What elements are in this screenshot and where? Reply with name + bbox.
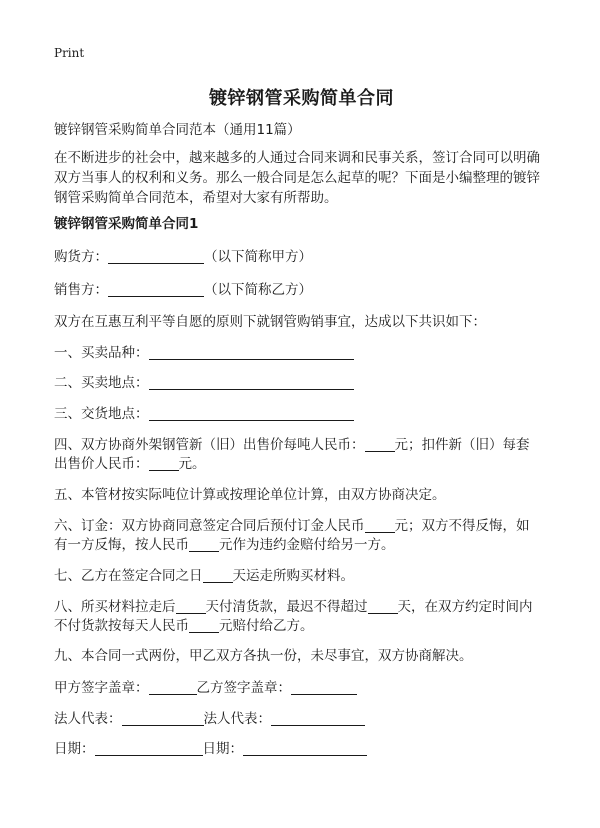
party-a-signature-blank — [149, 680, 197, 695]
party-a-legal-rep-label: 法人代表： — [54, 711, 122, 727]
delivery-place-line — [54, 406, 354, 422]
buyer-blank — [108, 249, 204, 264]
document-subtitle: 镀锌钢管采购简单合同范本（通用11篇） — [54, 122, 301, 138]
consensus-line: 双方在互惠互利平等自愿的原则下就钢管购销事宜，达成以下共识如下： — [54, 314, 486, 330]
item-variety-blank — [149, 345, 354, 360]
clause-7-text-b: 天运走所购买材料。 — [232, 568, 354, 584]
party-a-date-label: 日期： — [54, 741, 95, 757]
delivery-place-blank — [149, 406, 354, 421]
clause-8-text-c: 天，在双方约定时间内 — [397, 599, 533, 615]
print-link[interactable]: Print — [54, 46, 85, 60]
clause-4-blank-1 — [365, 437, 395, 452]
seller-line — [54, 282, 312, 298]
clause-4-line-1 — [54, 437, 530, 453]
clause-8-blank-1 — [176, 599, 206, 614]
clause-7-line — [54, 568, 354, 584]
item-place-line — [54, 375, 354, 391]
item-place-label: 二、买卖地点： — [54, 375, 149, 391]
seller-blank — [108, 282, 204, 297]
seller-suffix: （以下简称乙方） — [204, 282, 312, 298]
clause-6-text-a: 六、订金：双方协商同意签定合同后预付订金人民币 — [54, 518, 365, 534]
party-b-signature-label: 乙方签字盖章： — [196, 680, 291, 696]
clause-7-text-a: 七、乙方在签定合同之日 — [54, 568, 203, 584]
clause-9-line: 九、本合同一式两份，甲乙双方各执一份，未尽事宜，双方协商解决。 — [54, 648, 473, 664]
item-variety-line — [54, 345, 354, 361]
date-line — [54, 741, 367, 757]
party-a-legal-rep-blank — [122, 711, 204, 726]
buyer-label: 购货方： — [54, 249, 108, 265]
buyer-line — [54, 249, 312, 265]
clause-8-text-d: 不付货款按每天人民币 — [54, 618, 189, 634]
clause-8-line-2 — [54, 618, 314, 634]
party-b-legal-rep-label: 法人代表： — [203, 711, 271, 727]
item-place-blank — [149, 375, 354, 390]
party-b-date-blank — [243, 741, 367, 756]
clause-6-blank-2 — [189, 537, 219, 552]
clause-7-blank — [203, 568, 233, 583]
clause-5-line: 五、本管材按实际吨位计算或按理论单位计算，由双方协商决定。 — [54, 487, 446, 503]
clause-8-blank-3 — [189, 618, 219, 633]
clause-6-blank-1 — [365, 518, 395, 533]
party-a-signature-label: 甲方签字盖章： — [54, 680, 149, 696]
clause-4-blank-2 — [149, 456, 179, 471]
party-b-signature-blank — [291, 680, 357, 695]
clause-8-text-e: 元赔付给乙方。 — [219, 618, 314, 634]
section-heading: 镀锌钢管采购简单合同1 — [54, 216, 199, 232]
intro-paragraph: 在不断进步的社会中，越来越多的人通过合同来调和民事关系，签订合同可以明确双方当事人的权利和义务。那么一般合同是怎么起草的呢？下面是小编整理的镀锌钢管采购简单合同范本，希望对大家有所帮助。 — [54, 150, 540, 206]
item-variety-label: 一、买卖品种： — [54, 345, 149, 361]
clause-6-text-b: 元；双方不得反悔，如 — [394, 518, 530, 534]
clause-4-text-b: 元；扣件新（旧）每套 — [394, 437, 530, 453]
party-b-date-label: 日期： — [202, 741, 243, 757]
clause-8-blank-2 — [368, 599, 398, 614]
clause-4-line-2 — [54, 456, 206, 472]
clause-8-text-a: 八、所买材料拉走后 — [54, 599, 176, 615]
clause-6-text-c: 有一方反悔，按人民币 — [54, 537, 189, 553]
party-a-date-blank — [95, 741, 203, 756]
party-b-legal-rep-blank — [271, 711, 365, 726]
buyer-suffix: （以下简称甲方） — [204, 249, 312, 265]
clause-6-line-1 — [54, 518, 530, 534]
clause-4-text-a: 四、双方协商外架钢管新（旧）出售价每吨人民币： — [54, 437, 365, 453]
document-title: 镀锌钢管采购简单合同 — [209, 88, 394, 109]
clause-6-line-2 — [54, 537, 395, 553]
clause-4-text-c: 出售价人民币： — [54, 456, 149, 472]
delivery-place-label: 三、交货地点： — [54, 406, 149, 422]
seller-label: 销售方： — [54, 282, 108, 298]
clause-8-line-1 — [54, 599, 533, 615]
signature-line — [54, 680, 357, 696]
clause-6-text-d: 元作为违约金赔付给另一方。 — [219, 537, 395, 553]
clause-4-text-d: 元。 — [178, 456, 206, 472]
clause-8-text-b: 天付清货款，最迟不得超过 — [205, 599, 368, 615]
legal-rep-line — [54, 711, 365, 727]
